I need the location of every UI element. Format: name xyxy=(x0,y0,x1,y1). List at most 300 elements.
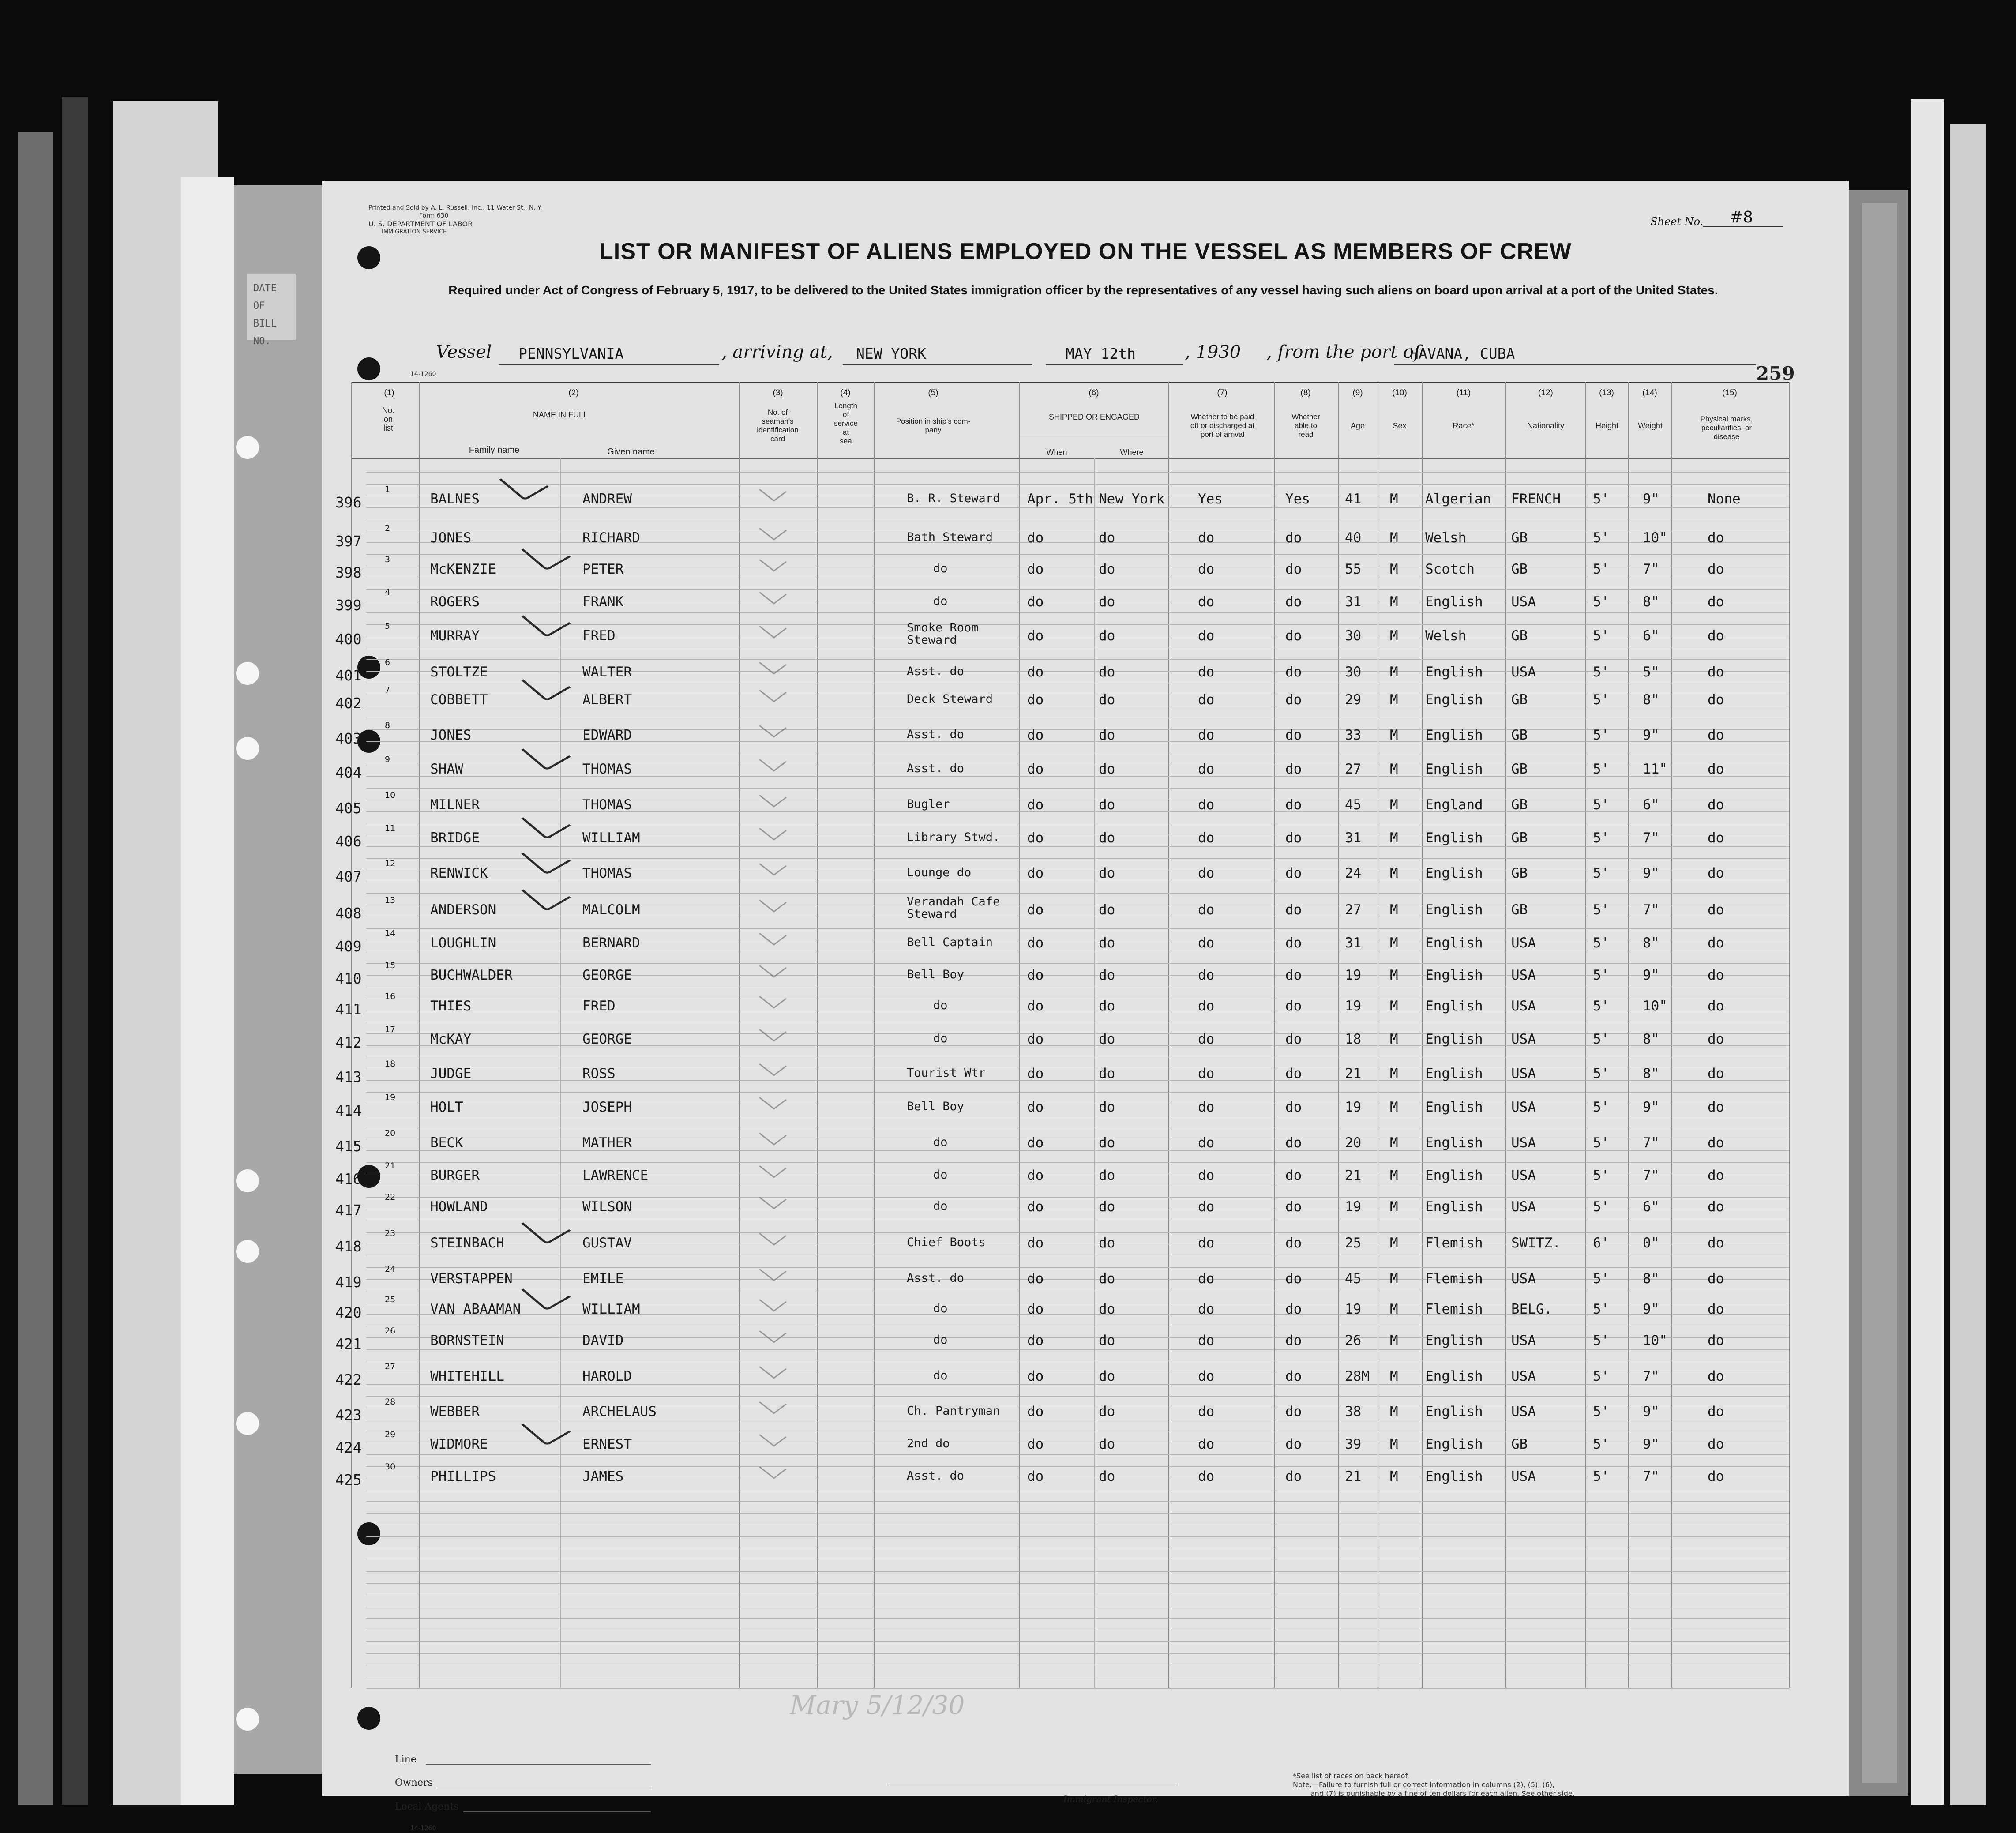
cell-height: 5' xyxy=(1593,830,1610,846)
cell-family: ANDERSON xyxy=(430,902,496,918)
cell-position: do xyxy=(933,1333,948,1347)
cell-where: do xyxy=(1099,797,1115,813)
list-number: 22 xyxy=(385,1192,396,1202)
cell-height: 5' xyxy=(1593,1271,1610,1287)
cell-race: English xyxy=(1425,1333,1483,1348)
cell-paid: do xyxy=(1198,1404,1215,1420)
cell-age: 21 xyxy=(1345,1168,1362,1183)
faded-signature: Mary 5/12/30 xyxy=(790,1690,965,1720)
list-number: 20 xyxy=(385,1128,396,1138)
page-number: 399 xyxy=(335,597,362,614)
arrival-port: NEW YORK xyxy=(856,345,926,362)
cell-position: do xyxy=(933,1302,948,1315)
arrival-date: MAY 12th xyxy=(1066,345,1136,362)
cell-age: 21 xyxy=(1345,1469,1362,1484)
pencil-tick xyxy=(759,1157,787,1178)
ruled-line xyxy=(366,624,1789,625)
cell-height: 5' xyxy=(1593,1301,1610,1317)
cell-height: 5' xyxy=(1593,1066,1610,1082)
cell-where: do xyxy=(1099,1404,1115,1420)
cell-age: 19 xyxy=(1345,1099,1362,1115)
footnote-penalty-cont: and (7) is punishable by a fine of ten dollars for each alien. See other side. xyxy=(1310,1789,1575,1798)
cell-nat: USA xyxy=(1511,1469,1536,1484)
cell-sex: M xyxy=(1390,797,1398,813)
cell-position: Bell Boy xyxy=(907,1100,965,1113)
pencil-tick xyxy=(759,1088,787,1109)
cell-nat: GB xyxy=(1511,830,1528,846)
ruled-line xyxy=(366,1162,1789,1163)
footer-owners-label: Owners xyxy=(395,1777,433,1788)
cell-position: Ch. Pantryman xyxy=(907,1404,1000,1418)
cell-position: Lounge do xyxy=(907,866,972,879)
cell-race: Scotch xyxy=(1425,561,1475,577)
column-number: (13) xyxy=(1599,388,1614,398)
cell-race: English xyxy=(1425,967,1483,983)
cell-when: do xyxy=(1027,902,1044,918)
cell-weight: 9" xyxy=(1643,1301,1659,1317)
cell-family: WHITEHILL xyxy=(430,1368,504,1384)
cell-position: 2nd do xyxy=(907,1437,950,1450)
cell-given: JOSEPH xyxy=(582,1099,632,1115)
cell-given: MALCOLM xyxy=(582,902,640,918)
ruled-line xyxy=(366,975,1789,976)
cell-age: 19 xyxy=(1345,1301,1362,1317)
cell-age: 27 xyxy=(1345,761,1362,777)
pencil-tick xyxy=(759,750,787,771)
cell-nat: GB xyxy=(1511,530,1528,546)
footnote-races: *See list of races on back hereof. xyxy=(1293,1772,1409,1780)
cell-paid: do xyxy=(1198,628,1215,644)
cell-weight: 8" xyxy=(1643,692,1659,708)
cell-nat: USA xyxy=(1511,1271,1536,1287)
cell-weight: 6" xyxy=(1643,1199,1659,1215)
cell-where: do xyxy=(1099,761,1115,777)
cell-race: Welsh xyxy=(1425,530,1467,546)
ruled-line xyxy=(366,612,1789,613)
cell-race: English xyxy=(1425,935,1483,951)
cell-marks: do xyxy=(1708,967,1724,983)
cell-when: do xyxy=(1027,865,1044,881)
cell-weight: 9" xyxy=(1643,1436,1659,1452)
pencil-tick xyxy=(759,550,787,571)
cell-nat: USA xyxy=(1511,1368,1536,1384)
list-number: 16 xyxy=(385,992,396,1001)
cell-paid: do xyxy=(1198,830,1215,846)
cell-paid: do xyxy=(1198,561,1215,577)
cell-where: do xyxy=(1099,692,1115,708)
list-number: 12 xyxy=(385,859,396,868)
cell-where: do xyxy=(1099,1436,1115,1452)
binder-strip xyxy=(18,132,53,1805)
cell-sex: M xyxy=(1390,594,1398,610)
cell-race: English xyxy=(1425,1168,1483,1183)
page-number: 404 xyxy=(335,764,362,781)
cell-age: 38 xyxy=(1345,1404,1362,1420)
cell-read: do xyxy=(1285,797,1302,813)
underline xyxy=(1394,364,1756,365)
cell-read: do xyxy=(1285,1469,1302,1484)
ruled-line xyxy=(366,858,1789,859)
cell-weight: 9" xyxy=(1643,1099,1659,1115)
header-nationality: Nationality xyxy=(1527,421,1565,430)
page-number: 397 xyxy=(335,533,362,550)
right-binding-flap xyxy=(1862,203,1897,1783)
cell-where: do xyxy=(1099,1271,1115,1287)
pencil-tick xyxy=(759,956,787,977)
cell-when: do xyxy=(1027,1469,1044,1484)
page-number: 414 xyxy=(335,1102,362,1119)
cell-given: ROSS xyxy=(582,1066,616,1082)
check-mark xyxy=(521,1209,571,1245)
ruled-line xyxy=(366,472,1789,473)
list-number: 21 xyxy=(385,1161,396,1171)
cell-given: FRANK xyxy=(582,594,624,610)
cell-family: VERSTAPPEN xyxy=(430,1271,513,1287)
cell-position: do xyxy=(933,1168,948,1182)
cell-where: do xyxy=(1099,727,1115,743)
cell-marks: do xyxy=(1708,902,1724,918)
stub-label: DATE OF BILL NO. xyxy=(247,274,296,340)
cell-age: 26 xyxy=(1345,1333,1362,1348)
cell-nat: USA xyxy=(1511,1404,1536,1420)
cell-where: do xyxy=(1099,1031,1115,1047)
cell-age: 30 xyxy=(1345,628,1362,644)
cell-where: New York xyxy=(1099,491,1165,507)
cell-nat: GB xyxy=(1511,628,1528,644)
cell-marks: do xyxy=(1708,1404,1724,1420)
printer-line: Printed and Sold by A. L. Russell, Inc., 11 Water St., N. Y. xyxy=(368,204,542,211)
cell-race: Welsh xyxy=(1425,628,1467,644)
cell-given: MATHER xyxy=(582,1135,632,1151)
ruled-line xyxy=(366,1150,1789,1151)
page-number: 410 xyxy=(335,970,362,987)
cell-race: English xyxy=(1425,1066,1483,1082)
page-number: 405 xyxy=(335,800,362,817)
header-given-name: Given name xyxy=(607,447,655,457)
cell-sex: M xyxy=(1390,1135,1398,1151)
cell-nat: GB xyxy=(1511,1436,1528,1452)
cell-age: 40 xyxy=(1345,530,1362,546)
cell-race: English xyxy=(1425,1368,1483,1384)
cell-position: do xyxy=(933,999,948,1012)
cell-position: Verandah Cafe Steward xyxy=(907,895,1000,921)
ruled-line xyxy=(366,1466,1789,1467)
cell-paid: do xyxy=(1198,1199,1215,1215)
cell-given: DAVID xyxy=(582,1333,624,1348)
cell-position: do xyxy=(933,1199,948,1213)
column-rule xyxy=(1789,382,1790,1688)
cell-when: do xyxy=(1027,1368,1044,1384)
ruled-line xyxy=(366,484,1789,485)
cell-race: English xyxy=(1425,998,1483,1014)
cell-family: BRIDGE xyxy=(430,830,480,846)
column-number: (3) xyxy=(773,388,783,398)
cell-when: do xyxy=(1027,1271,1044,1287)
cell-height: 5' xyxy=(1593,1469,1610,1484)
page-number: 412 xyxy=(335,1034,362,1051)
from-port: HAVANA, CUBA xyxy=(1410,345,1515,362)
cell-sex: M xyxy=(1390,1099,1398,1115)
cell-paid: do xyxy=(1198,1368,1215,1384)
underlying-page xyxy=(1950,124,1986,1805)
cell-position: Bath Steward xyxy=(907,530,993,544)
cell-family: JONES xyxy=(430,530,472,546)
list-number: 17 xyxy=(385,1025,396,1034)
cell-where: do xyxy=(1099,1099,1115,1115)
cell-nat: USA xyxy=(1511,1099,1536,1115)
cell-marks: do xyxy=(1708,1469,1724,1484)
cell-sex: M xyxy=(1390,1031,1398,1047)
cell-sex: M xyxy=(1390,561,1398,577)
header-family-name: Family name xyxy=(469,445,520,455)
cell-sex: M xyxy=(1390,1235,1398,1251)
cell-race: English xyxy=(1425,1436,1483,1452)
cell-sex: M xyxy=(1390,664,1398,680)
cell-position: Library Stwd. xyxy=(907,830,1000,844)
ruled-line xyxy=(366,507,1789,508)
footer-agents-label: Local Agents xyxy=(395,1801,459,1812)
cell-nat: USA xyxy=(1511,594,1536,610)
cell-where: do xyxy=(1099,530,1115,546)
page-number: 419 xyxy=(335,1273,362,1291)
cell-read: do xyxy=(1285,692,1302,708)
manifest-subtitle: Required under Act of Congress of February 5, 1917, to be delivered to the United States immigration officer by the representatives of any vessel having such aliens on board upon arrival at a port of the United States. xyxy=(448,283,1718,297)
cell-when: do xyxy=(1027,998,1044,1014)
cell-height: 5' xyxy=(1593,561,1610,577)
cell-nat: USA xyxy=(1511,1066,1536,1082)
cell-read: do xyxy=(1285,865,1302,881)
cell-read: do xyxy=(1285,1271,1302,1287)
cell-height: 5' xyxy=(1593,761,1610,777)
header-age: Age xyxy=(1350,421,1365,430)
cell-weight: 6" xyxy=(1643,628,1659,644)
header-shipped-or-engaged: SHIPPED OR ENGAGED xyxy=(1048,413,1140,421)
cell-marks: do xyxy=(1708,1368,1724,1384)
cell-given: FRED xyxy=(582,998,616,1014)
agents-underline xyxy=(463,1811,651,1812)
cell-family: BECK xyxy=(430,1135,463,1151)
cell-when: do xyxy=(1027,1235,1044,1251)
cell-family: BORNSTEIN xyxy=(430,1333,504,1348)
cell-family: MILNER xyxy=(430,797,480,813)
cell-paid: do xyxy=(1198,1271,1215,1287)
sheet-no-value: #8 xyxy=(1730,208,1753,226)
cell-height: 5' xyxy=(1593,1436,1610,1452)
cell-race: English xyxy=(1425,1099,1483,1115)
cell-sex: M xyxy=(1390,1301,1398,1317)
cell-race: England xyxy=(1425,797,1483,813)
cell-paid: do xyxy=(1198,1436,1215,1452)
cell-weight: 8" xyxy=(1643,594,1659,610)
ruled-line xyxy=(366,1045,1789,1046)
list-number: 1 xyxy=(385,485,390,494)
punch-hole xyxy=(357,1522,380,1545)
ruled-line xyxy=(366,1583,1789,1584)
cell-height: 5' xyxy=(1593,530,1610,546)
cell-age: 24 xyxy=(1345,865,1362,881)
cell-race: Flemish xyxy=(1425,1271,1483,1287)
page-number: 416 xyxy=(335,1170,362,1187)
column-number: (15) xyxy=(1722,388,1737,398)
column-number: (1) xyxy=(384,388,394,398)
cell-when: do xyxy=(1027,1168,1044,1183)
cell-read: do xyxy=(1285,1368,1302,1384)
cell-age: 28M xyxy=(1345,1368,1370,1384)
cell-age: 45 xyxy=(1345,1271,1362,1287)
sheet-no-underline xyxy=(1703,226,1783,227)
cell-paid: do xyxy=(1198,1066,1215,1082)
pencil-tick xyxy=(759,987,787,1008)
cell-position: do xyxy=(933,594,948,608)
cell-when: do xyxy=(1027,1135,1044,1151)
punch-hole xyxy=(236,737,259,760)
ruled-line xyxy=(366,1384,1789,1385)
cell-paid: do xyxy=(1198,1099,1215,1115)
header-length-of-service: Length of service at sea xyxy=(834,402,858,445)
cell-marks: None xyxy=(1708,491,1741,507)
punch-hole xyxy=(236,436,259,459)
underline xyxy=(499,364,719,365)
check-mark xyxy=(521,1276,571,1311)
cell-sex: M xyxy=(1390,530,1398,546)
column-number: (12) xyxy=(1538,388,1553,398)
cell-marks: do xyxy=(1708,561,1724,577)
pencil-tick xyxy=(759,1322,787,1343)
header-where: Where xyxy=(1120,448,1144,457)
page-number: 403 xyxy=(335,730,362,747)
cell-position: Asst. do xyxy=(907,665,965,678)
cell-nat: GB xyxy=(1511,797,1528,813)
cell-sex: M xyxy=(1390,692,1398,708)
cell-read: do xyxy=(1285,1135,1302,1151)
cell-paid: do xyxy=(1198,761,1215,777)
cell-when: do xyxy=(1027,797,1044,813)
ruled-line xyxy=(366,589,1789,590)
ruled-line xyxy=(366,1641,1789,1642)
list-number: 13 xyxy=(385,895,396,905)
cell-paid: do xyxy=(1198,664,1215,680)
cell-nat: USA xyxy=(1511,1135,1536,1151)
cell-position: do xyxy=(933,1135,948,1149)
cell-race: English xyxy=(1425,594,1483,610)
header-name-in-full: NAME IN FULL xyxy=(533,410,588,419)
cell-position: Deck Steward xyxy=(907,692,993,706)
cell-sex: M xyxy=(1390,935,1398,951)
cell-position: Smoke Room Steward xyxy=(907,621,979,647)
cell-age: 29 xyxy=(1345,692,1362,708)
cell-given: LAWRENCE xyxy=(582,1168,649,1183)
cell-when: Apr. 5th xyxy=(1027,491,1093,507)
page-number: 423 xyxy=(335,1406,362,1424)
ruled-line xyxy=(366,1571,1789,1572)
cell-where: do xyxy=(1099,1368,1115,1384)
cell-nat: USA xyxy=(1511,1333,1536,1348)
list-number: 15 xyxy=(385,961,396,970)
cell-when: do xyxy=(1027,664,1044,680)
cell-read: do xyxy=(1285,967,1302,983)
ruled-line xyxy=(366,1279,1789,1280)
vessel-label: Vessel xyxy=(436,342,492,362)
cell-weight: 6" xyxy=(1643,797,1659,813)
pencil-tick xyxy=(759,1290,787,1311)
column-number: (11) xyxy=(1456,388,1471,398)
page-number: 407 xyxy=(335,868,362,885)
cell-marks: do xyxy=(1708,1135,1724,1151)
cell-family: VAN ABAAMAN xyxy=(430,1301,521,1317)
cell-given: HAROLD xyxy=(582,1368,632,1384)
cell-given: ANDREW xyxy=(582,491,632,507)
cell-nat: SWITZ. xyxy=(1511,1235,1561,1251)
column-number: (5) xyxy=(928,388,939,398)
cell-when: do xyxy=(1027,761,1044,777)
cell-family: THIES xyxy=(430,998,472,1014)
cell-paid: do xyxy=(1198,1469,1215,1484)
cell-marks: do xyxy=(1708,1066,1724,1082)
ruled-line xyxy=(366,1337,1789,1338)
pencil-tick xyxy=(759,681,787,702)
cell-height: 5' xyxy=(1593,727,1610,743)
cell-race: Algerian xyxy=(1425,491,1491,507)
check-mark xyxy=(521,736,571,771)
cell-read: do xyxy=(1285,935,1302,951)
cell-sex: M xyxy=(1390,1333,1398,1348)
cell-weight: 9" xyxy=(1643,865,1659,881)
cell-given: THOMAS xyxy=(582,865,632,881)
arriving-label: , arriving at, xyxy=(721,342,833,362)
cell-family: WIDMORE xyxy=(430,1436,488,1452)
cell-family: STOLTZE xyxy=(430,664,488,680)
cell-paid: do xyxy=(1198,692,1215,708)
cell-given: RICHARD xyxy=(582,530,640,546)
ruled-line xyxy=(366,916,1789,917)
pencil-tick xyxy=(759,1055,787,1076)
page-number: 411 xyxy=(335,1001,362,1018)
cell-marks: do xyxy=(1708,594,1724,610)
cell-marks: do xyxy=(1708,628,1724,644)
punch-hole xyxy=(357,357,380,380)
cell-marks: do xyxy=(1708,797,1724,813)
arrival-year: , 1930 xyxy=(1185,342,1241,362)
cell-nat: GB xyxy=(1511,761,1528,777)
cell-read: do xyxy=(1285,1099,1302,1115)
ruled-line xyxy=(366,928,1789,929)
cell-nat: GB xyxy=(1511,692,1528,708)
cell-position: Chief Boots xyxy=(907,1236,986,1249)
page-number: 401 xyxy=(335,667,362,684)
cell-where: do xyxy=(1099,935,1115,951)
vessel-name: PENNSYLVANIA xyxy=(518,345,624,362)
cell-read: do xyxy=(1285,1301,1302,1317)
cell-given: WILSON xyxy=(582,1199,632,1215)
header-paid-off: Whether to be paid off or discharged at port of arrival xyxy=(1190,413,1255,439)
cell-paid: do xyxy=(1198,530,1215,546)
cell-paid: do xyxy=(1198,1031,1215,1047)
cell-height: 5' xyxy=(1593,865,1610,881)
cell-position: Bell Boy xyxy=(907,968,965,981)
cell-given: ALBERT xyxy=(582,692,632,708)
cell-age: 30 xyxy=(1345,664,1362,680)
cell-when: do xyxy=(1027,830,1044,846)
cell-weight: 8" xyxy=(1643,1271,1659,1287)
cell-given: EDWARD xyxy=(582,727,632,743)
list-number: 11 xyxy=(385,823,396,833)
cell-nat: USA xyxy=(1511,1199,1536,1215)
cell-nat: USA xyxy=(1511,664,1536,680)
cell-position: Bell Captain xyxy=(907,935,993,949)
cell-weight: 11" xyxy=(1643,761,1667,777)
ruled-line xyxy=(366,1033,1789,1034)
cell-family: HOLT xyxy=(430,1099,463,1115)
